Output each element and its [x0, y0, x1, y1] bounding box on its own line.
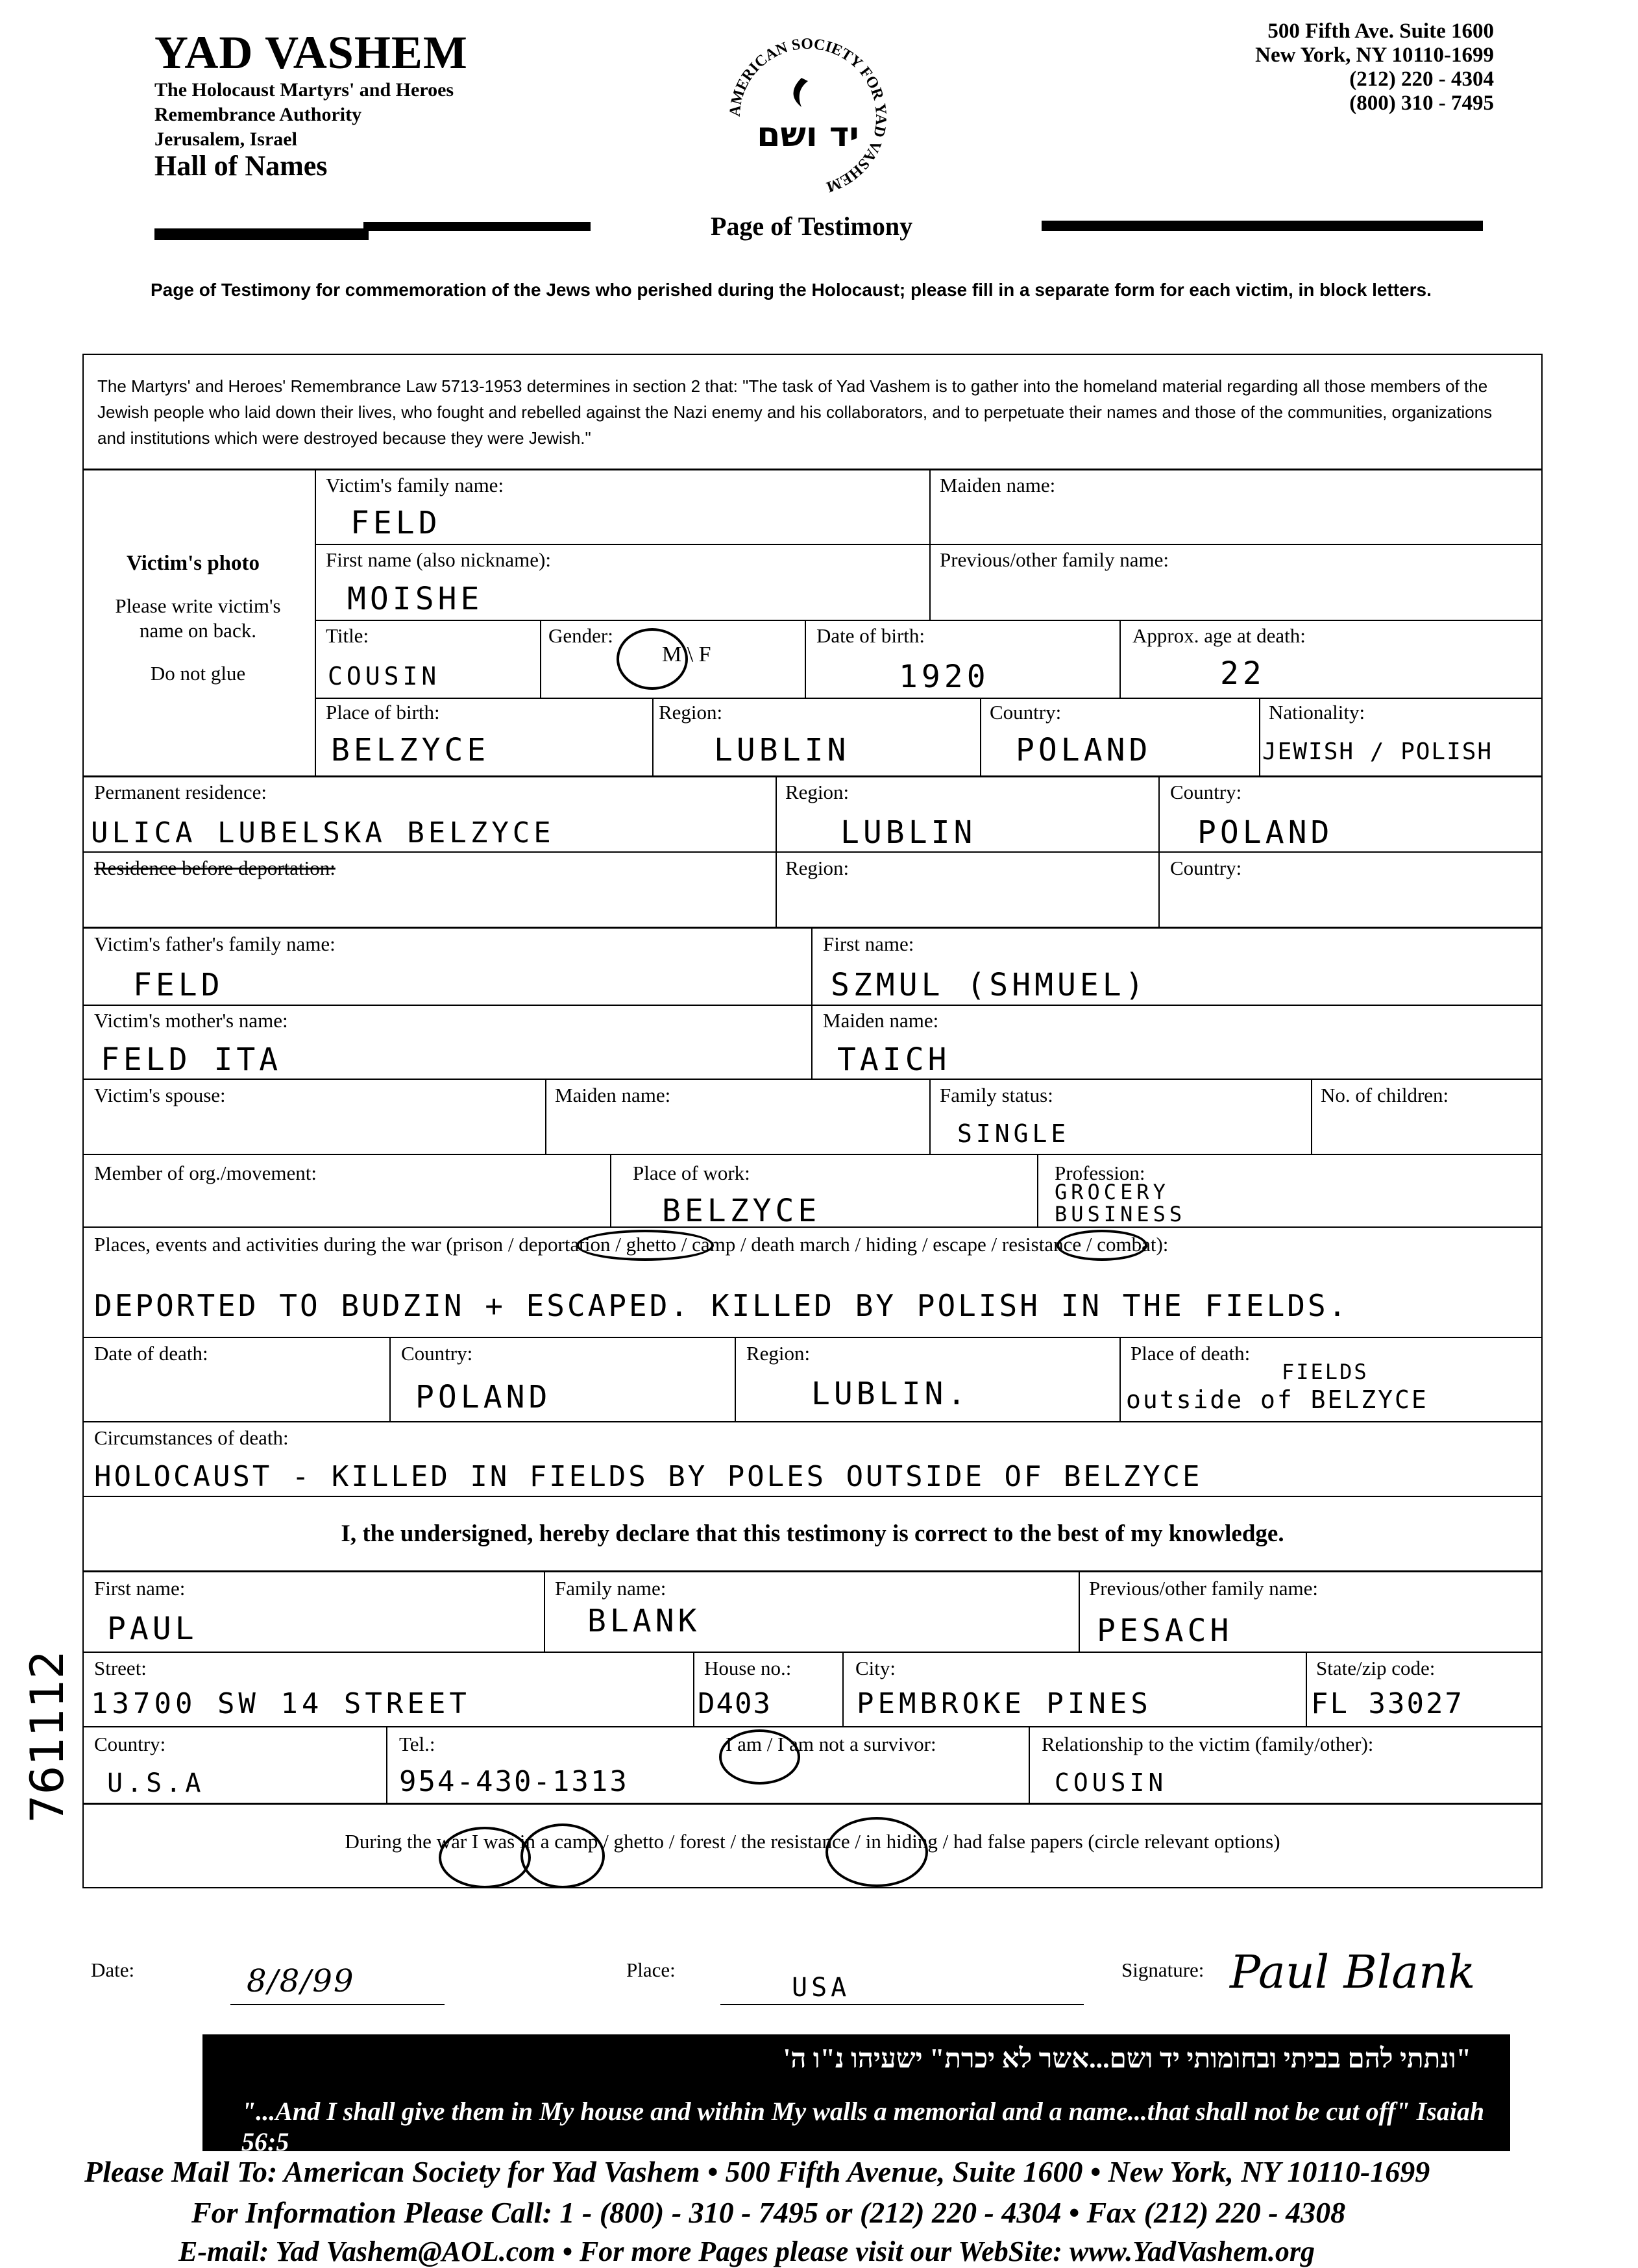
header-rule-right	[1042, 221, 1483, 231]
col-divider	[315, 469, 316, 775]
label-mother-maiden: Maiden name:	[823, 1009, 939, 1032]
place-underline	[720, 2004, 1084, 2005]
col-divider	[929, 469, 931, 620]
label-sub-family: Family name:	[555, 1577, 666, 1600]
victim-perm-res[interactable]: ULICA LUBELSKA BELZYCE	[91, 816, 555, 849]
declaration: I, the undersigned, hereby declare that this testimony is correct to the best of my knowledge.	[341, 1520, 1284, 1547]
flame-icon	[794, 78, 809, 107]
col-divider	[652, 698, 654, 775]
victim-nationality[interactable]: JEWISH / POLISH	[1262, 738, 1493, 765]
col-divider	[1259, 698, 1260, 775]
row-divider	[82, 775, 1543, 777]
row-divider	[82, 1726, 1543, 1727]
org-subtitle-line: The Holocaust Martyrs' and Heroes	[154, 79, 454, 101]
victim-pob-region[interactable]: LUBLIN	[714, 732, 850, 768]
col-divider	[544, 1570, 545, 1652]
row-divider	[82, 1421, 1543, 1422]
label-nationality: Nationality:	[1269, 701, 1365, 724]
row-divider	[82, 1337, 1543, 1338]
col-divider	[545, 1079, 546, 1154]
label-father-family: Victim's father's family name:	[94, 933, 336, 955]
col-divider	[540, 620, 541, 698]
victim-perm-country[interactable]: POLAND	[1197, 814, 1334, 851]
row-divider	[82, 1803, 1543, 1805]
submitter-country[interactable]: U.S.A	[107, 1768, 205, 1798]
place-of-work[interactable]: BELZYCE	[662, 1193, 821, 1229]
label-maiden-name: Maiden name:	[940, 474, 1056, 496]
photo-instruction-text: Please write victim's name on back.	[115, 594, 281, 642]
label-place: Place:	[626, 1958, 676, 1981]
label-sub-country: Country:	[94, 1733, 166, 1755]
submitter-prev-family[interactable]: PESACH	[1097, 1613, 1233, 1649]
col-divider	[1306, 1652, 1307, 1726]
footer-phone: For Information Please Call: 1 - (800) - 310 - 7495 or (212) 220 - 4304 • Fax (212) 220 - 4308	[191, 2196, 1346, 2229]
label-profession: Profession:	[1055, 1162, 1145, 1184]
date-underline	[230, 2004, 445, 2005]
label-places-events: Places, events and activities during the war (prison / deportation / ghetto / camp / death march / hiding / escape / resistance / combat):	[94, 1233, 1169, 1256]
label-pod: Place of death:	[1131, 1342, 1251, 1365]
record-number: 761112	[21, 1650, 74, 1823]
label-tel: Tel.:	[399, 1733, 435, 1755]
victim-pob[interactable]: BELZYCE	[331, 732, 490, 768]
victim-perm-region[interactable]: LUBLIN	[840, 814, 977, 851]
label-work: Place of work:	[633, 1162, 750, 1184]
death-region[interactable]: LUBLIN.	[811, 1376, 970, 1412]
submitter-city[interactable]: PEMBROKE PINES	[857, 1687, 1152, 1720]
label-gender: Gender:	[548, 624, 613, 647]
victim-pob-country[interactable]: POLAND	[1016, 732, 1152, 768]
col-divider	[1119, 1337, 1121, 1421]
row-divider	[315, 620, 1543, 621]
war-events[interactable]: DEPORTED TO BUDZIN + ESCAPED. KILLED BY POLISH IN THE FIELDS.	[94, 1288, 1349, 1323]
row-divider	[82, 927, 1543, 929]
profession[interactable]: GROCERY BUSINESS	[1055, 1180, 1186, 1226]
col-divider	[1119, 620, 1121, 698]
footer-web: E-mail: Yad Vashem@AOL.com • For more Pages please visit our WebSite: www.YadVashem.org	[178, 2236, 1315, 2267]
label-perm-res: Permanent residence:	[94, 781, 267, 803]
col-divider	[610, 1154, 611, 1226]
label-age: Approx. age at death:	[1132, 624, 1306, 647]
hall-of-names: Hall of Names	[154, 150, 328, 182]
label-dod: Date of death:	[94, 1342, 208, 1365]
father-first-name[interactable]: SZMUL (SHMUEL)	[831, 967, 1148, 1003]
label-pob: Place of birth:	[326, 701, 440, 724]
label-date: Date:	[91, 1958, 135, 1981]
col-divider	[1158, 775, 1160, 927]
signature[interactable]: Paul Blank	[1230, 1945, 1476, 1999]
label-street: Street:	[94, 1657, 147, 1679]
photo-glue-note: Do not glue	[150, 662, 246, 685]
victim-first-name[interactable]: MOISHE	[347, 581, 483, 617]
label-sub-first: First name:	[94, 1577, 186, 1600]
label-res-country: Country:	[1170, 857, 1242, 879]
page-title: Page of Testimony	[711, 212, 913, 241]
col-divider	[805, 620, 806, 698]
col-divider	[693, 1652, 694, 1726]
victim-age[interactable]: 22	[1220, 655, 1265, 692]
header-rule-left	[154, 228, 369, 240]
label-signature: Signature:	[1121, 1958, 1204, 1981]
col-divider	[980, 698, 981, 775]
address-line: 500 Fifth Ave. Suite 1600	[1267, 19, 1494, 43]
org-title: YAD VASHEM	[154, 27, 468, 79]
submitter-state-zip[interactable]: FL 33027	[1311, 1687, 1464, 1720]
gender-options[interactable]: M \ F	[662, 642, 711, 666]
photo-instructions	[97, 594, 299, 686]
label-title: Title:	[326, 624, 369, 647]
row-divider	[82, 1154, 1543, 1155]
row-divider	[82, 469, 1543, 470]
row-divider	[82, 1496, 1543, 1497]
submitter-tel[interactable]: 954-430-1313	[399, 1765, 629, 1798]
label-state-zip: State/zip code:	[1316, 1657, 1436, 1679]
label-children: No. of children:	[1321, 1084, 1449, 1106]
hiding-circle-mark	[825, 1817, 928, 1887]
org-subtitle	[154, 78, 454, 152]
label-dob: Date of birth:	[816, 624, 925, 647]
deportation-circle-mark	[576, 1230, 714, 1261]
col-divider	[389, 1337, 391, 1421]
label-circumstances: Circumstances of death:	[94, 1426, 289, 1449]
label-pob-country: Country:	[990, 701, 1062, 724]
submitter-house-no[interactable]: D403	[698, 1687, 772, 1720]
label-father-first: First name:	[823, 933, 914, 955]
row-divider	[82, 1652, 1543, 1653]
row-divider	[82, 1005, 1543, 1006]
label-city: City:	[855, 1657, 896, 1679]
row-divider	[315, 698, 1543, 699]
victim-family-name[interactable]: FELD	[350, 505, 441, 541]
label-perm-country: Country:	[1170, 781, 1242, 803]
row-divider	[82, 1079, 1543, 1080]
col-divider	[1029, 1726, 1030, 1803]
label-prev-family-name: Previous/other family name:	[940, 548, 1169, 571]
row-divider	[82, 851, 1543, 853]
label-spouse: Victim's spouse:	[94, 1084, 226, 1106]
label-survivor: I am / I am not a survivor:	[726, 1733, 936, 1755]
col-divider	[1079, 1570, 1080, 1652]
survivor-circle-mark	[719, 1729, 800, 1785]
gender-circle-mark	[617, 628, 688, 690]
col-divider	[929, 1079, 931, 1154]
death-country[interactable]: POLAND	[415, 1379, 552, 1415]
address-line: New York, NY 10110-1699	[1255, 43, 1494, 67]
col-divider	[386, 1726, 387, 1803]
address-line: (212) 220 - 4304	[1349, 67, 1494, 91]
ghetto-circle-mark	[520, 1823, 605, 1888]
address-line: (800) 310 - 7495	[1349, 91, 1494, 115]
label-house-no: House no.:	[704, 1657, 792, 1679]
record-number-stamp	[14, 1635, 86, 1830]
footer-mail: Please Mail To: American Society for Yad Vashem • 500 Fifth Avenue, Suite 1600 • New York, NY 10110-1699	[84, 2155, 1430, 2188]
label-pob-region: Region:	[659, 701, 723, 724]
col-divider	[735, 1337, 736, 1421]
hebrew-quote: "ונתתי להם בביתי ובחומותי יד ושם...אשר לא יכרת" ישעיהו נ"ו ה'	[783, 2044, 1471, 2074]
col-divider	[776, 775, 777, 927]
label-relationship: Relationship to the victim (family/other):	[1042, 1733, 1374, 1755]
victim-title[interactable]: COUSIN	[328, 662, 441, 690]
label-first-name: First name (also nickname):	[326, 548, 551, 571]
col-divider	[842, 1652, 844, 1726]
col-divider	[811, 927, 813, 1079]
label-spouse-maiden: Maiden name:	[555, 1084, 671, 1106]
org-subtitle-line: Jerusalem, Israel	[154, 128, 297, 150]
col-divider	[1037, 1154, 1038, 1226]
label-family-status: Family status:	[940, 1084, 1053, 1106]
father-family-name[interactable]: FELD	[133, 967, 224, 1003]
escape-circle-mark	[1057, 1230, 1147, 1261]
sign-date[interactable]: 8/8/99	[247, 1963, 355, 1999]
row-divider	[82, 1570, 1543, 1572]
camp-circle-mark	[439, 1827, 531, 1888]
label-family-name: Victim's family name:	[326, 474, 504, 496]
label-sub-prev: Previous/other family name:	[1089, 1577, 1318, 1600]
intro-text: Page of Testimony for commemoration of the Jews who perished during the Holocaust; please fill in a separate form for each victim, in block letters.	[151, 280, 1432, 300]
submitter-street[interactable]: 13700 SW 14 STREET	[91, 1687, 471, 1720]
label-mother-name: Victim's mother's name:	[94, 1009, 288, 1032]
submitter-family-name[interactable]: BLANK	[587, 1603, 701, 1639]
header-rule-left	[363, 222, 591, 231]
family-status[interactable]: SINGLE	[957, 1119, 1070, 1148]
submitter-first-name[interactable]: PAUL	[107, 1611, 198, 1647]
label-org: Member of org./movement:	[94, 1162, 317, 1184]
label-res-before: Residence before deportation:	[94, 857, 336, 879]
mother-name[interactable]: FELD ITA	[101, 1042, 282, 1078]
victim-dob[interactable]: 1920	[899, 659, 990, 695]
death-circumstances[interactable]: HOLOCAUST - KILLED IN FIELDS BY POLES OUTSIDE OF BELZYCE	[94, 1460, 1203, 1493]
law-text: The Martyrs' and Heroes' Remembrance Law 5713-1953 determines in section 2 that: "The task of Yad Vashem is to gather into the homeland material regarding all those members of the Jewish people who laid down their lives, who fought and rebelled against the Nazi enemy and his collaborators, and to perpetuate their names and those of the communities, organizations and institutions which were destroyed because they were Jewish."	[97, 376, 1493, 448]
logo-hebrew: יד ושם	[757, 116, 859, 154]
org-subtitle-line: Remembrance Authority	[154, 104, 362, 125]
row-divider	[315, 544, 1543, 545]
label-perm-region: Region:	[785, 781, 850, 803]
logo-ring-text: AMERICAN SOCIETY FOR YAD VASHEM	[726, 35, 890, 195]
society-logo	[724, 32, 892, 201]
label-death-region: Region:	[746, 1342, 811, 1365]
english-quote: "...And I shall give them in My house and within My walls a memorial and a name...that shall not be cut off" Isaiah 56:5	[241, 2097, 1485, 2156]
isaiah-banner	[202, 2034, 1510, 2156]
label-death-country: Country:	[401, 1342, 473, 1365]
sign-place[interactable]: USA	[792, 1973, 851, 2003]
label-res-region: Region:	[785, 857, 850, 879]
photo-heading: Victim's photo	[127, 552, 260, 575]
col-divider	[1311, 1079, 1312, 1154]
submitter-relationship[interactable]: COUSIN	[1055, 1768, 1167, 1797]
death-place-line-1[interactable]: FIELDS	[1282, 1360, 1369, 1384]
death-place-line-2[interactable]: outside of BELZYCE	[1126, 1385, 1428, 1414]
during-war-options: During the war I was in a camp / ghetto / forest / the resistance / in hiding / had false papers (circle relevant options)	[345, 1830, 1280, 1853]
org-address	[1255, 19, 1494, 116]
mother-maiden-name[interactable]: TAICH	[837, 1042, 951, 1078]
